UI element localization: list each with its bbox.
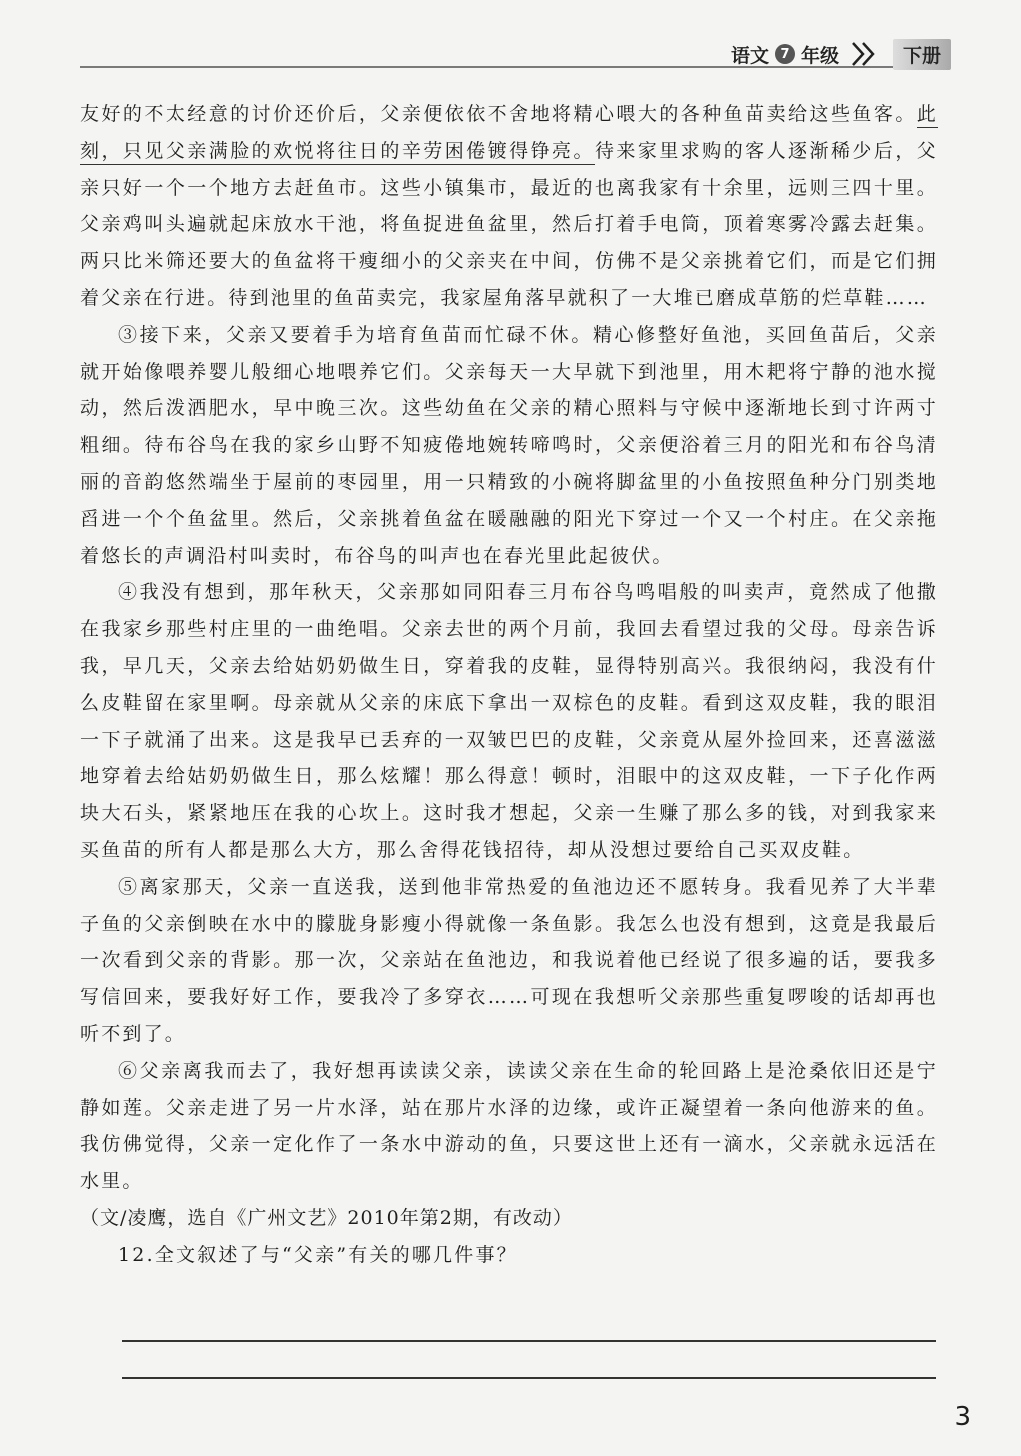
header-grade-label: 年级	[800, 44, 839, 67]
answer-line[interactable]	[122, 1377, 936, 1379]
paragraph-3: ③接下来，父亲又要着手为培育鱼苗而忙碌不休。精心修整好鱼池，买回鱼苗后，父亲就开始像喂养婴儿般细心地喂养它们。父亲每天一大早就下到池里，用木耙将宁静的池水搅动，然后泼洒肥水，早中晚三次。这些幼鱼在父亲的精心照料与守候中逐渐地长到寸许两寸粗细。待布谷鸟在我的家乡山野不知疲倦地婉转啼鸣时，父亲便浴着三月的阳光和布谷鸟清丽的音韵悠然端坐于屋前的枣园里，用一只精致的小碗将脚盆里的小鱼按照鱼种分门别类地舀进一个个鱼盆里。然后，父亲挑着鱼盆在暖融融的阳光下穿过一个又一个村庄。在父亲拖着悠长的声调沿村叫卖时，布谷鸟的叫声也在春光里此起彼伏。	[80, 323, 938, 567]
underlined-sentence: 此刻，只见父亲满脸的欢悦将往日的辛劳困倦镀得铮亮。	[80, 103, 938, 165]
header-subject: 语文	[730, 44, 769, 67]
p1-text-2: 待来家里求购的客人逐渐稀少后，父亲只好一个一个地方去赶鱼市。这些小镇集市，最近的也离我家有十余里，远则三四十里。父亲鸡叫头遍就起床放水干池，将鱼捉进鱼盆里，然后打着手电筒，顶着寒雾冷露去赶集。两只比米筛还要大的鱼盆将干瘦细小的父亲夹在中间，仿佛不是父亲挑着它们，而是它们拥着父亲在行进。待到池里的鱼苗卖完，我家屋角落早就积了一大堆已磨成草筋的烂草鞋……	[80, 139, 938, 309]
paragraph-2-continued	[80, 96, 938, 317]
article-body	[80, 96, 938, 1274]
page-header	[731, 40, 951, 68]
paragraph-6: ⑥父亲离我而去了，我好想再读读父亲，读读父亲在生命的轮回路上是沧桑依旧还是宁静如莲。父亲走进了另一片水泽，站在那片水泽的边缘，或许正凝望着一条向他游来的鱼。我仿佛觉得，父亲一定化作了一条水中游动的鱼，只要这世上还有一滴水，父亲就永远活在水里。	[80, 1059, 938, 1193]
page-number: 3	[954, 1402, 971, 1432]
answer-line[interactable]	[122, 1340, 936, 1342]
double-chevron-icon	[849, 41, 883, 67]
source-citation: （文/凌鹰，选自《广州文艺》2010年第2期，有改动）	[80, 1206, 573, 1229]
question-12: 12.全文叙述了与“父亲”有关的哪几件事？	[118, 1243, 518, 1266]
paragraph-5: ⑤离家那天，父亲一直送我，送到他非常热爱的鱼池边还不愿转身。我看见养了大半辈子鱼的父亲倒映在水中的朦胧身影瘦小得就像一条鱼影。我怎么也没有想到，这竟是我最后一次看到父亲的背影。那一次，父亲站在鱼池边，和我说着他已经说了很多遍的话，要我多写信回来，要我好好工作，要我冷了多穿衣……可现在我想听父亲那些重复啰唆的话却再也听不到了。	[80, 875, 938, 1045]
p1-text-1: 友好的不太经意的讨价还价后，父亲便依依不舍地将精心喂大的各种鱼苗卖给这些鱼客。	[80, 103, 917, 125]
paragraph-4: ④我没有想到，那年秋天，父亲那如同阳春三月布谷鸟鸣唱般的叫卖声，竟然成了他撒在我家乡那些村庄里的一曲绝唱。父亲去世的两个月前，我回去看望过我的父母。母亲告诉我，早几天，父亲去给姑奶奶做生日，穿着我的皮鞋，显得特别高兴。我很纳闷，我没有什么皮鞋留在家里啊。母亲就从父亲的床底下拿出一双棕色的皮鞋。看到这双皮鞋，我的眼泪一下子就涌了出来。这是我早已丢弃的一双皱巴巴的皮鞋，父亲竟从屋外捡回来，还喜滋滋地穿着去给姑奶奶做生日，那么炫耀！那么得意！顿时，泪眼中的这双皮鞋，一下子化作两块大石头，紧紧地压在我的心坎上。这时我才想起，父亲一生赚了那么多的钱，对到我家来买鱼苗的所有人都是那么大方，那么舍得花钱招待，却从没想过要给自己买双皮鞋。	[80, 581, 938, 861]
header-volume: 下册	[893, 39, 951, 70]
grade-number-badge: 7	[775, 44, 795, 64]
